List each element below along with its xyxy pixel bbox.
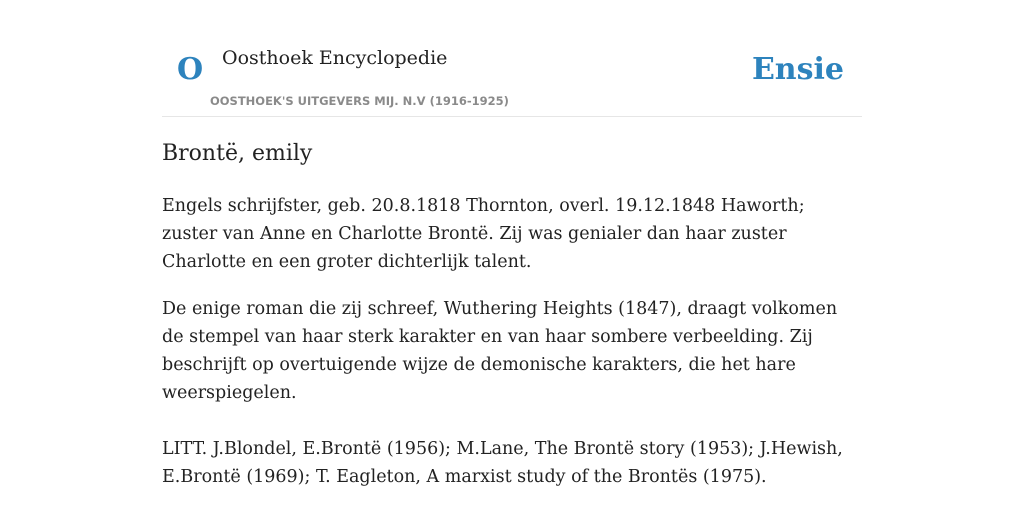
entry-paragraph-literature: LITT. J.Blondel, E.Brontë (1956); M.Lane, The Brontë story (1953); J.Hewish, E.Brontë (1969); T. Eagleton, A marxist study of the Brontës (1975). <box>162 439 843 487</box>
book-title-link[interactable]: Oosthoek Encyclopedie <box>222 47 448 69</box>
entry-paragraph-biography: Engels schrijfster, geb. 20.8.1818 Thornton, overl. 19.12.1848 Haworth; zuster van Anne en Charlotte Brontë. Zij was genialer dan haar zuster Charlotte en een groter dichterlijk talent. <box>162 196 805 272</box>
entry-paragraph-novel: De enige roman die zij schreef, Wuthering Heights (1847), draagt volkomen de stempel van haar sterk karakter en van haar sombere verbeelding. Zij beschrijft op overtuigende wijze de demonische karakters, die het hare weerspiegelen. <box>162 299 838 403</box>
header <box>162 0 862 117</box>
book-source: OOSTHOEK'S UITGEVERS MIJ. N.V (1916-1925) <box>210 94 509 108</box>
ensie-logo-link[interactable]: Ensie <box>751 52 844 87</box>
entry-title: Brontë, emily <box>162 141 313 166</box>
oosthoek-logo[interactable]: O <box>177 52 204 87</box>
entry-content <box>162 138 862 491</box>
